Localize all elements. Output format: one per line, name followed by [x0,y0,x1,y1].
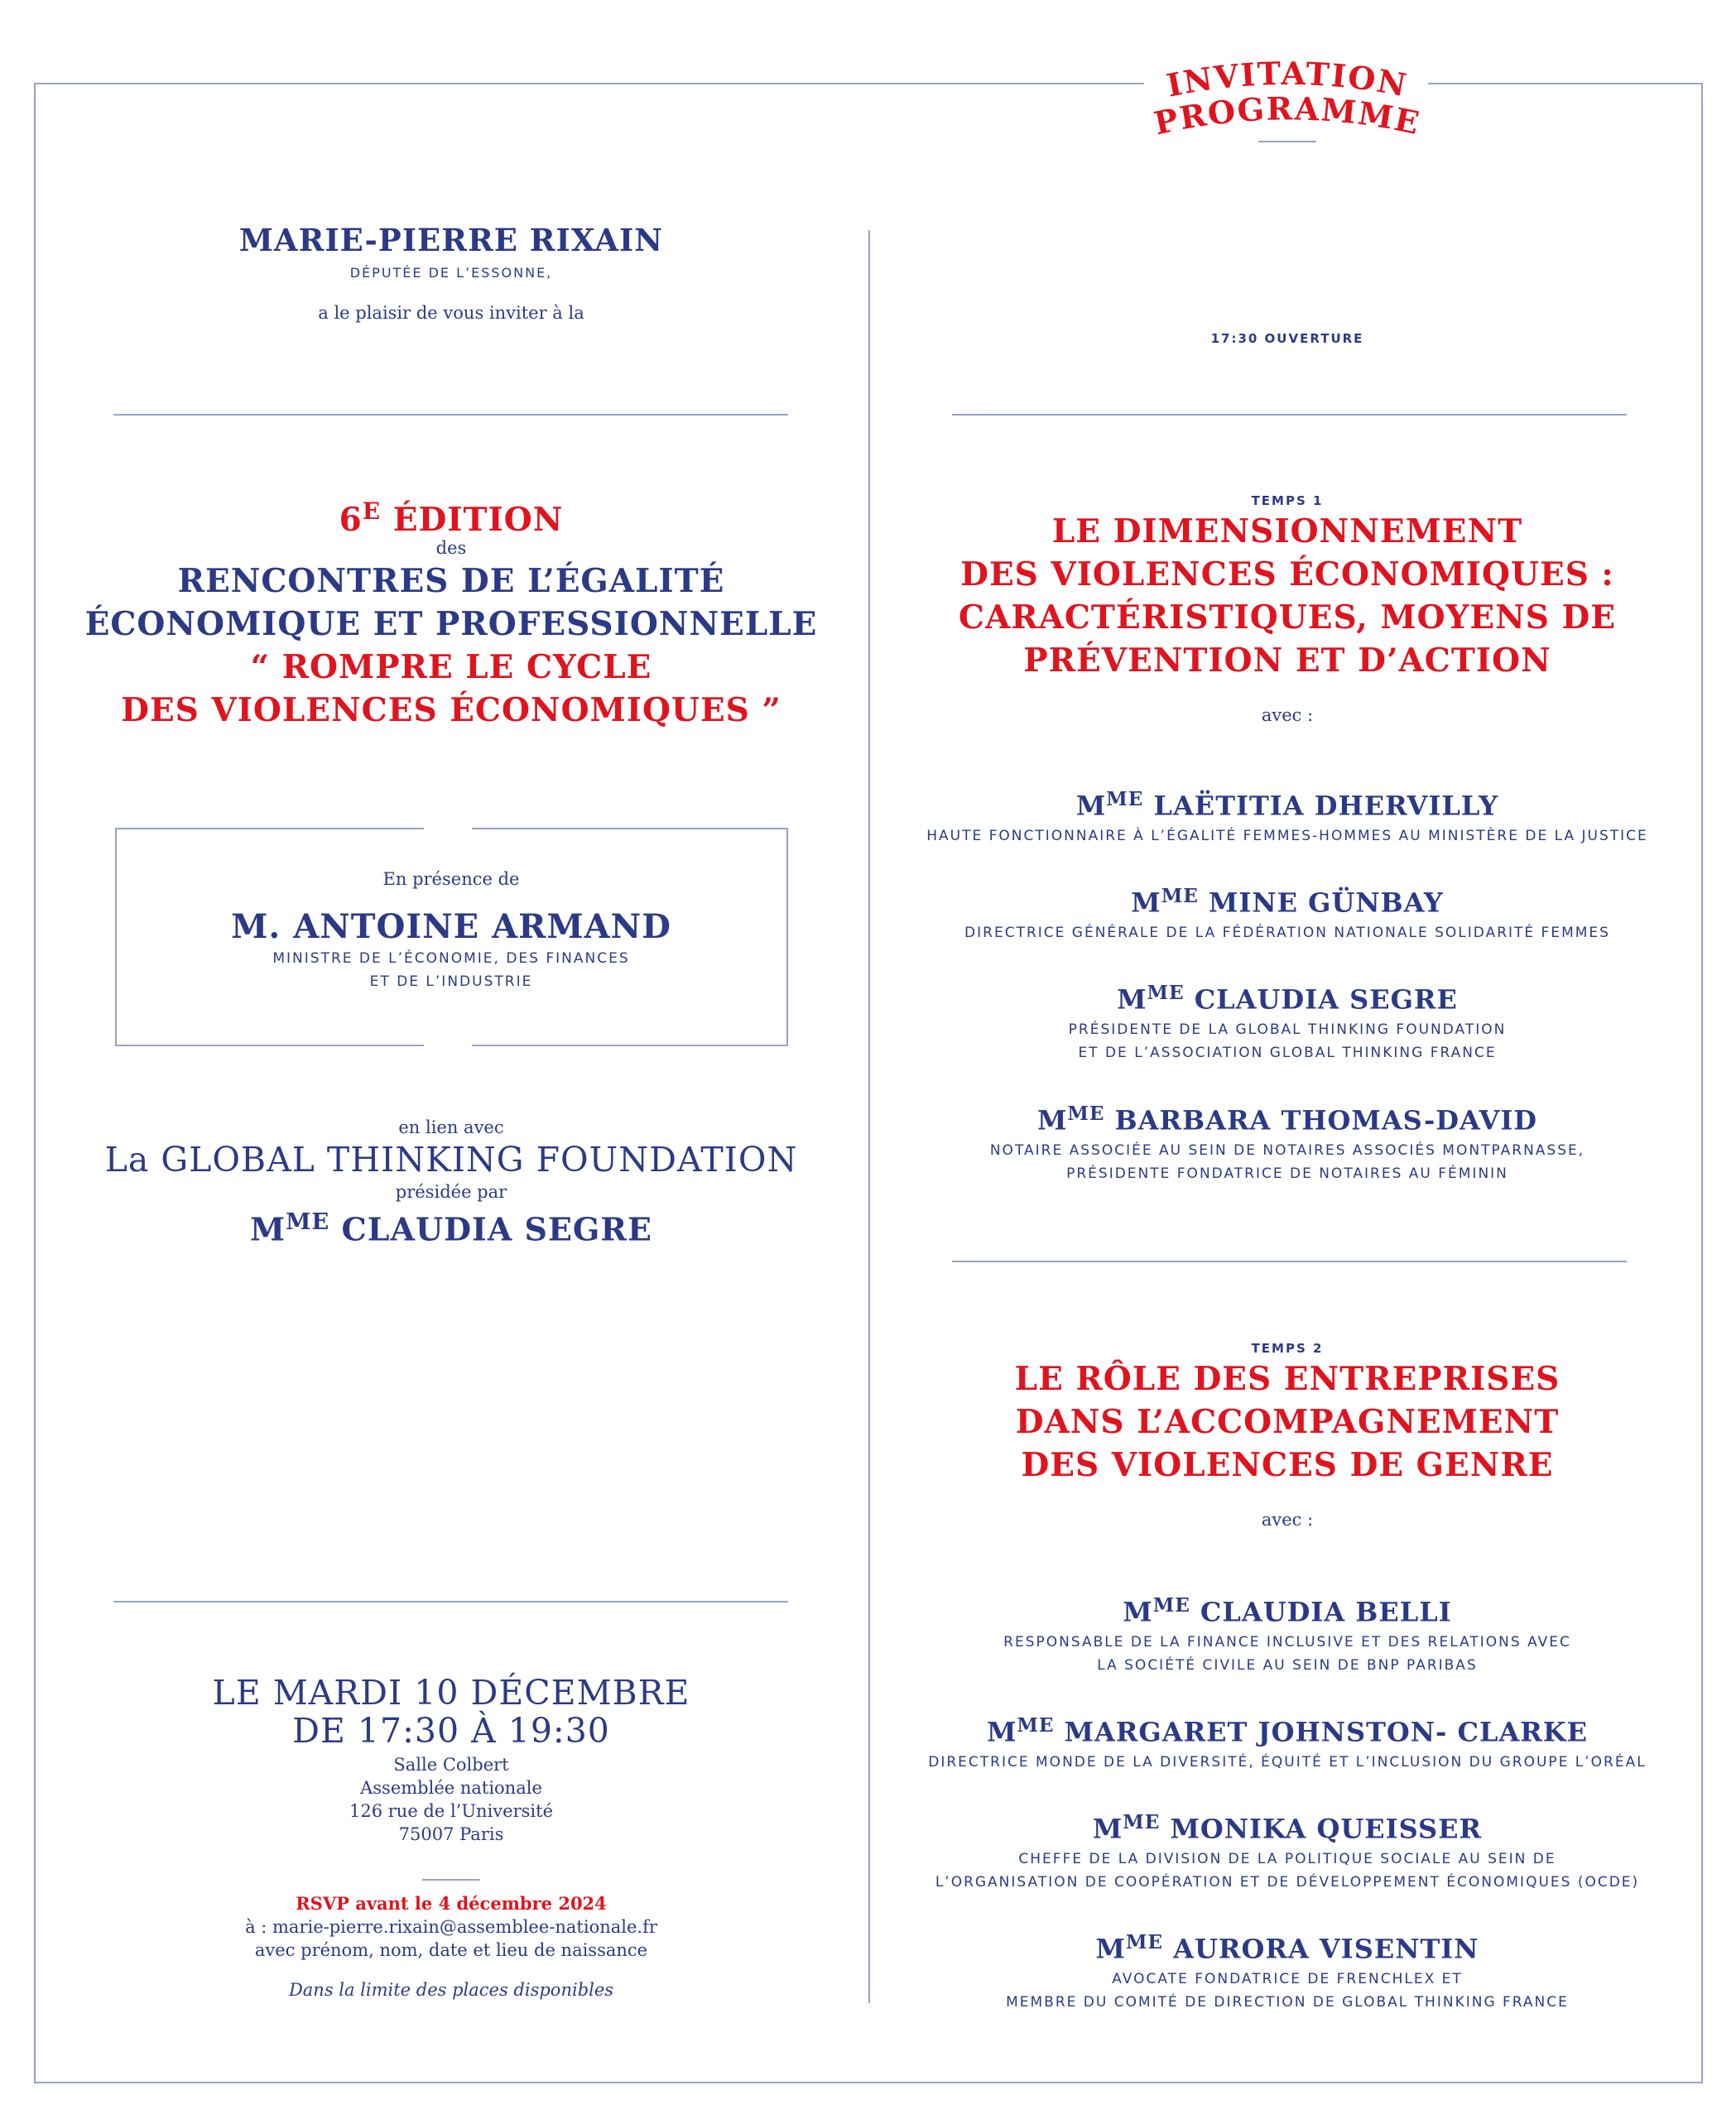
speaker-sup: ME [1161,885,1199,907]
speaker-name [894,1588,1681,1631]
temps1-block [894,493,1681,727]
event-theme-line2: DES VIOLENCES ÉCONOMIQUES ” [121,691,781,730]
date-line2: DE 17:30 À 19:30 [292,1711,610,1751]
badge-line2: PROGRAMME [1151,89,1424,142]
divider-left-1 [113,414,788,416]
speaker-role-line1: HAUTE FONCTIONNAIRE À L’ÉGALITÉ FEMMES-HOMMES AU MINISTÈRE DE LA JUSTICE [926,827,1648,844]
frame-top-left [34,83,1144,84]
divider-right-2 [952,1261,1627,1262]
edition-title [75,490,828,541]
rsvp-limit: Dans la limite des places disponibles [288,1980,614,2000]
temps2-title2: DANS L’ACCOMPAGNEMENT [1015,1403,1560,1441]
host-role: DÉPUTÉE DE L’ESSONNE, [349,265,553,281]
presence-name: M. ANTOINE ARMAND [231,907,671,946]
edition-number: 6 [339,501,363,540]
venue-line3: 126 rue de l’Université [349,1801,553,1821]
speaker-sup: ME [1017,1714,1055,1737]
speaker-surname: MONIKA QUEISSER [1170,1813,1483,1845]
presence-box-gap-top [424,825,472,830]
speaker-surname: MARGARET JOHNSTON- CLARKE [1064,1716,1589,1748]
opening-time: 17:30 OUVERTURE [1210,331,1364,346]
temps2-block [894,1341,1681,1531]
speaker-prefix: M [1123,1596,1153,1628]
speaker-sup: ME [1152,1594,1190,1617]
venue-line1: Salle Colbert [393,1755,509,1775]
speaker-sup: ME [1106,788,1144,810]
temps2-avec: avec : [1261,1510,1314,1530]
speaker-role-line1: DIRECTRICE MONDE DE LA DIVERSITÉ, ÉQUITÉ ET L’INCLUSION DU GROUPE L’ORÉAL [928,1753,1647,1771]
speaker-sup: ME [1125,1931,1163,1953]
speaker-name [894,781,1681,824]
host-name: MARIE-PIERRE RIXAIN [238,222,664,258]
edition-word: ÉDITION [392,501,564,540]
speaker-prefix: M [1092,1813,1123,1845]
temps1-label: TEMPS 1 [1251,493,1324,508]
event-title-line1: RENCONTRES DE L’ÉGALITÉ [177,562,725,601]
speaker-role-line1: NOTAIRE ASSOCIÉE AU SEIN DE NOTAIRES ASSOCIÉS MONTPARNASSE, [989,1141,1585,1159]
chair-name: CLAUDIA SEGRE [341,1210,652,1248]
partner-chair [75,1204,828,1248]
temps2-speaker-3 [894,1804,1681,1894]
host-block [75,222,828,324]
divider-right-1 [952,414,1627,416]
speaker-surname: AURORA VISENTIN [1173,1933,1479,1965]
speaker-role-line2: PRÉSIDENTE FONDATRICE DE NOTAIRES AU FÉMININ [1066,1165,1508,1182]
date-line1: LE MARDI 10 DÉCEMBRE [212,1673,690,1713]
speaker-role-line1: CHEFFE DE LA DIVISION DE LA POLITIQUE SOCIALE AU SEIN DE [1018,1850,1556,1867]
column-divider [868,230,870,2003]
partner-name: La GLOBAL THINKING FOUNDATION [104,1140,798,1180]
rsvp-deadline: RSVP avant le 4 décembre 2024 [296,1893,607,1914]
speaker-role-line1: DIRECTRICE GÉNÉRALE DE LA FÉDÉRATION NATIONALE SOLIDARITÉ FEMMES [964,924,1610,941]
presence-block [75,867,828,993]
rsvp-email[interactable]: à : marie-pierre.rixain@assemblee-nationale.fr [245,1917,657,1937]
speaker-name [894,975,1681,1018]
opening-block [894,331,1681,346]
speaker-name [894,1804,1681,1848]
speaker-surname: LAËTITIA DHERVILLY [1153,790,1499,822]
badge-rule [1258,141,1316,142]
frame-left [34,83,36,2083]
temps2-title3: DES VIOLENCES DE GENRE [1021,1446,1554,1484]
temps1-title1: LE DIMENSIONNEMENT [1051,512,1523,550]
partner-presided: présidée par [395,1182,507,1202]
speaker-sup: ME [1147,982,1185,1004]
event-title-line2: ÉCONOMIQUE ET PROFESSIONNELLE [84,605,818,644]
speaker-role-line2: MEMBRE DU COMITÉ DE DIRECTION DE GLOBAL THINKING FRANCE [1006,1993,1569,2011]
temps2-speaker-4 [894,1924,1681,2014]
temps1-speaker-3 [894,975,1681,1064]
speaker-role-line1: AVOCATE FONDATRICE DE FRENCHLEX ET [1112,1970,1463,1987]
temps1-speaker-4 [894,1096,1681,1185]
temps1-avec: avec : [1261,705,1314,725]
speaker-name [894,1708,1681,1751]
temps1-title4: PRÉVENTION ET D’ACTION [1023,641,1551,680]
presence-role-line1: MINISTRE DE L’ÉCONOMIE, DES FINANCES [272,950,630,967]
speaker-name [894,1096,1681,1139]
divider-left-2 [113,1601,788,1602]
date-block [75,1674,828,1846]
chair-sup: ME [286,1208,330,1235]
presence-label: En présence de [382,869,520,889]
rsvp-rule [422,1879,480,1881]
chair-prefix: M [250,1210,286,1248]
event-block [75,490,828,732]
speaker-prefix: M [1075,790,1107,822]
frame-right [1701,83,1703,2083]
speaker-prefix: M [1095,1933,1126,1965]
presence-box-gap-bottom [424,1044,472,1049]
speaker-role-line2: LA SOCIÉTÉ CIVILE AU SEIN DE BNP PARIBAS [1097,1656,1478,1674]
temps2-title1: LE RÔLE DES ENTREPRISES [1014,1360,1560,1398]
venue-line4: 75007 Paris [398,1824,504,1844]
temps2-speaker-1 [894,1588,1681,1677]
speaker-name [894,878,1681,921]
event-theme-line1: “ ROMPRE LE CYCLE [250,648,652,687]
speaker-prefix: M [1036,1104,1068,1136]
event-des: des [435,538,467,559]
badge-line1: INVITATION [1163,54,1411,104]
temps1-title2: DES VIOLENCES ÉCONOMIQUES : [960,555,1614,593]
speaker-name [894,1924,1681,1968]
speaker-surname: BARBARA THOMAS-DAVID [1114,1104,1538,1136]
speaker-prefix: M [986,1716,1017,1748]
temps2-speaker-2 [894,1708,1681,1774]
invitation-badge [1134,51,1440,151]
edition-sup: E [362,497,382,525]
speaker-role-line1: RESPONSABLE DE LA FINANCE INCLUSIVE ET DES RELATIONS AVEC [1003,1633,1571,1651]
speaker-prefix: M [1131,887,1161,919]
partner-label: en lien avec [398,1117,504,1137]
frame-bottom [34,2082,1703,2083]
presence-role-line2: ET DE L’INDUSTRIE [369,973,533,990]
speaker-role-line1: PRÉSIDENTE DE LA GLOBAL THINKING FOUNDATION [1068,1021,1507,1038]
speaker-surname: MINE GÜNBAY [1208,887,1444,919]
speaker-surname: CLAUDIA BELLI [1200,1596,1452,1628]
speaker-role-line2: ET DE L’ASSOCIATION GLOBAL THINKING FRANCE [1078,1044,1497,1061]
rsvp-block [75,1892,828,2001]
rsvp-details: avec prénom, nom, date et lieu de naissance [254,1940,648,1960]
temps1-speaker-2 [894,878,1681,944]
temps1-speaker-1 [894,781,1681,848]
partner-block [75,1116,828,1248]
speaker-sup: ME [1067,1103,1105,1125]
temps1-title3: CARACTÉRISTIQUES, MOYENS DE [958,598,1617,637]
speaker-prefix: M [1117,983,1147,1016]
speaker-role-line2: L’ORGANISATION DE COOPÉRATION ET DE DÉVELOPPEMENT ÉCONOMIQUES (OCDE) [935,1873,1640,1891]
speaker-surname: CLAUDIA SEGRE [1194,983,1458,1016]
speaker-sup: ME [1123,1811,1161,1833]
host-intro: a le plaisir de vous inviter à la [318,303,584,323]
frame-top-right [1428,83,1703,84]
venue-line2: Assemblée nationale [360,1778,542,1798]
temps2-label: TEMPS 2 [1251,1341,1324,1356]
